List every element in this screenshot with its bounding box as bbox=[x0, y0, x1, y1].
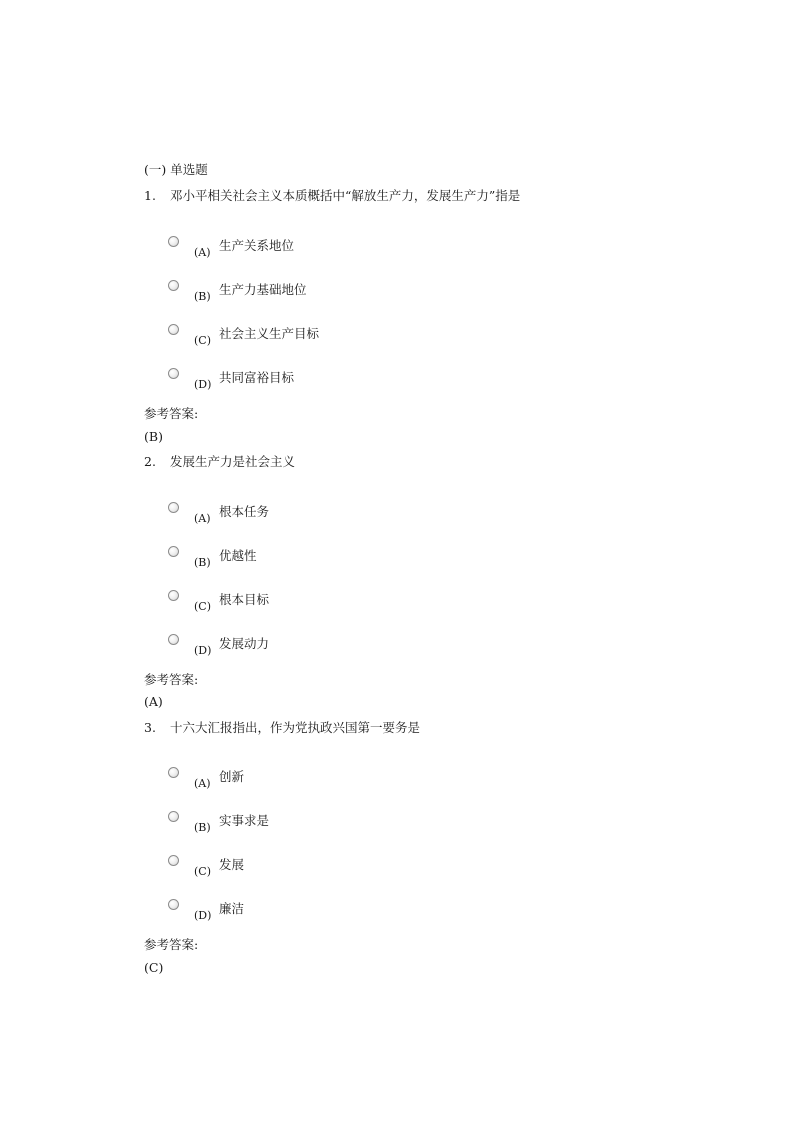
option-letter: (D) bbox=[194, 644, 212, 657]
question-number: 3. bbox=[144, 720, 156, 735]
question-2 bbox=[144, 452, 295, 472]
option-text: 实事求是 bbox=[219, 813, 270, 828]
option-letter: (D) bbox=[194, 909, 212, 922]
option-text: 根本任务 bbox=[219, 504, 270, 519]
section-title: (一) 单选题 bbox=[144, 162, 208, 177]
option-letter: (B) bbox=[194, 821, 211, 834]
option-letter: (C) bbox=[194, 600, 211, 613]
radio-button[interactable] bbox=[168, 280, 179, 291]
option-text: 生产关系地位 bbox=[219, 238, 295, 253]
question-text: 邓小平相关社会主义本质概括中“解放生产力，发展生产力”指是 bbox=[170, 188, 521, 203]
option-text: 根本目标 bbox=[219, 592, 270, 607]
radio-button[interactable] bbox=[168, 236, 179, 247]
question-text: 十六大汇报指出，作为党执政兴国第一要务是 bbox=[170, 720, 421, 735]
radio-button[interactable] bbox=[168, 811, 179, 822]
option-letter: (A) bbox=[194, 246, 211, 259]
answer-label: 参考答案: bbox=[144, 672, 199, 687]
option-letter: (B) bbox=[194, 556, 211, 569]
answer-label: 参考答案: bbox=[144, 406, 199, 421]
option-text: 共同富裕目标 bbox=[219, 370, 295, 385]
option-text: 优越性 bbox=[219, 548, 257, 563]
option-letter: (A) bbox=[194, 777, 211, 790]
option-letter: (D) bbox=[194, 378, 212, 391]
radio-button[interactable] bbox=[168, 502, 179, 513]
option-letter: (A) bbox=[194, 512, 211, 525]
option-text: 廉洁 bbox=[219, 901, 245, 916]
option-text: 创新 bbox=[219, 769, 245, 784]
radio-button[interactable] bbox=[168, 368, 179, 379]
answer-value: (A) bbox=[144, 694, 163, 709]
option-text: 发展动力 bbox=[219, 636, 270, 651]
radio-button[interactable] bbox=[168, 590, 179, 601]
option-text: 生产力基础地位 bbox=[219, 282, 307, 297]
question-number: 2. bbox=[144, 454, 156, 469]
question-number: 1. bbox=[144, 188, 156, 203]
radio-button[interactable] bbox=[168, 855, 179, 866]
radio-button[interactable] bbox=[168, 634, 179, 645]
question-3 bbox=[144, 718, 420, 738]
question-text: 发展生产力是社会主义 bbox=[170, 454, 296, 469]
answer-value: (C) bbox=[144, 960, 164, 975]
question-1 bbox=[144, 186, 520, 206]
radio-button[interactable] bbox=[168, 767, 179, 778]
answer-value: (B) bbox=[144, 429, 163, 444]
answer-label: 参考答案: bbox=[144, 937, 199, 952]
option-text: 发展 bbox=[219, 857, 245, 872]
option-letter: (C) bbox=[194, 865, 211, 878]
option-text: 社会主义生产目标 bbox=[219, 326, 320, 341]
radio-button[interactable] bbox=[168, 324, 179, 335]
radio-button[interactable] bbox=[168, 899, 179, 910]
radio-button[interactable] bbox=[168, 546, 179, 557]
option-letter: (C) bbox=[194, 334, 211, 347]
option-letter: (B) bbox=[194, 290, 211, 303]
